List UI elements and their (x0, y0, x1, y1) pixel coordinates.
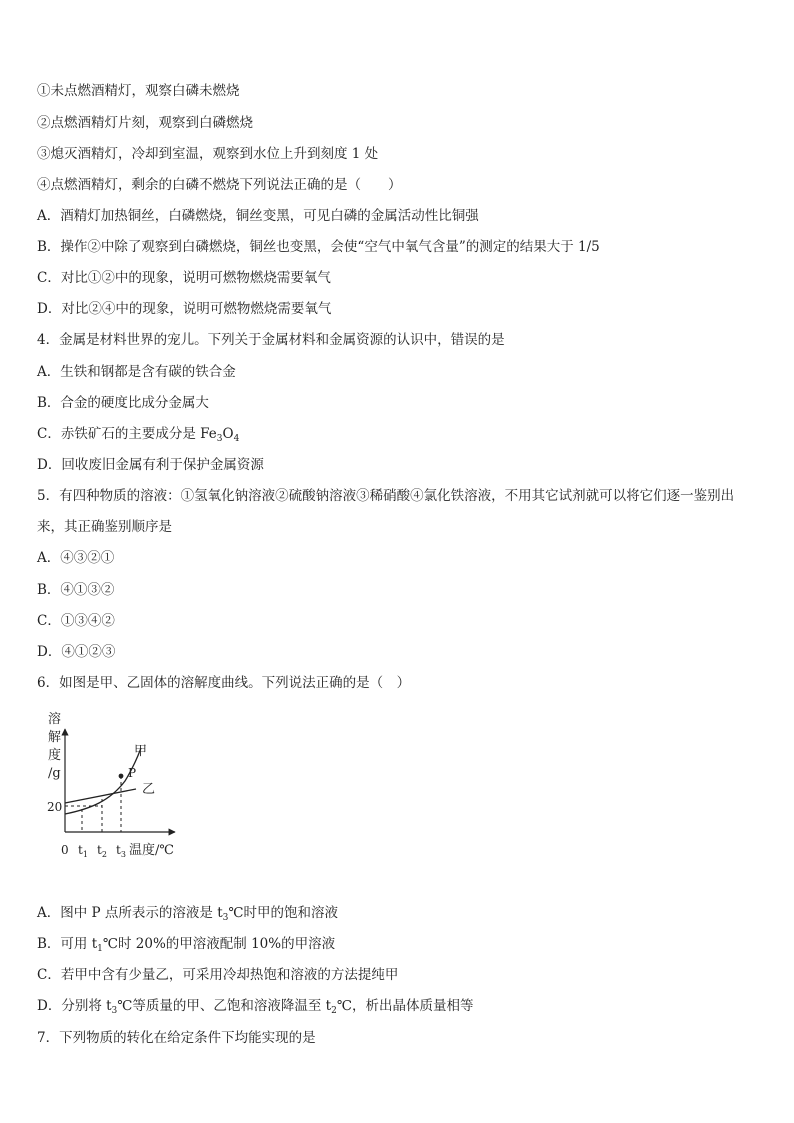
subscript: 2 (331, 1006, 337, 1016)
option-d-q4: D．回收废旧金属有利于保护金属资源 (37, 457, 264, 473)
option-c-q5: C．①③④② (37, 613, 115, 629)
option-b-q6 (37, 935, 335, 958)
option-a-q4: A．生铁和钢都是含有碳的铁合金 (37, 364, 236, 380)
option-b-q6-tail: ℃时 20%的甲溶液配制 10%的甲溶液 (102, 936, 336, 952)
option-b-q5: B．④①③② (37, 582, 115, 598)
option-c-q6: C．若甲中含有少量乙，可采用冷却热饱和溶液的方法提纯甲 (37, 967, 399, 983)
text-line-2: ②点燃酒精灯片刻，观察到白磷燃烧 (37, 115, 253, 131)
text-line-1: ①未点燃酒精灯，观察白磷未燃烧 (37, 83, 240, 99)
point-p-label: P (128, 766, 137, 780)
option-d-q3: D．对比②④中的现象，说明可燃物燃烧需要氧气 (37, 301, 332, 317)
option-a-q6-text: A．图中 P 点所表示的溶液是 t (37, 905, 223, 921)
option-a-q6 (37, 904, 338, 927)
question-7: 7．下列物质的转化在给定条件下均能实现的是 (37, 1030, 316, 1046)
curve-yi-label: 乙 (142, 782, 156, 797)
formula-part: O (222, 426, 234, 442)
curve-jia-label: 甲 (134, 744, 148, 759)
option-d-q6-tail: ℃，析出晶体质量相等 (336, 998, 474, 1014)
option-b-q3: B．操作②中除了观察到白磷燃烧，铜丝也变黑，会使“空气中氧气含量”的测定的结果大于 1/5 (37, 239, 600, 255)
y-axis-label-1: 溶 (48, 712, 62, 727)
tick-base: t (97, 843, 102, 857)
question-4: 4．金属是材料世界的宠儿。下列关于金属材料和金属资源的认识中，错误的是 (37, 332, 505, 348)
curve-jia (65, 748, 141, 814)
option-a-q3: A．酒精灯加热铜丝，白磷燃烧，铜丝变黑，可见白磷的金属活动性比铜强 (37, 208, 479, 224)
option-a-q5: A．④③②① (37, 550, 115, 566)
option-c-q4-text: C．赤铁矿石的主要成分是 Fe (37, 426, 217, 442)
x-tick-t2 (97, 843, 107, 859)
question-5-cont: 来，其正确鉴别顺序是 (37, 519, 172, 535)
y-axis-label-2: 解 (48, 730, 62, 745)
tick-sub: 2 (101, 850, 107, 859)
option-b-q4: B．合金的硬度比成分金属大 (37, 395, 209, 411)
option-b-q6-text: B．可用 t (37, 936, 98, 952)
y-axis-label-3: 度 (48, 748, 62, 763)
option-d-q6 (37, 997, 473, 1020)
tick-sub: 3 (120, 850, 126, 859)
question-5: 5．有四种物质的溶液：①氢氧化钠溶液②硫酸钠溶液③稀硝酸④氯化铁溶液，不用其它试剂就可以将它们逐一鉴别出 (37, 488, 735, 504)
y-axis-label-4: /g (48, 766, 61, 781)
question-6: 6．如图是甲、乙固体的溶解度曲线。下列说法正确的是（ ） (37, 675, 411, 691)
subscript: 3 (111, 1006, 118, 1016)
option-a-q6-tail: ℃时甲的饱和溶液 (228, 905, 338, 921)
subscript: 3 (222, 913, 229, 923)
subscript: 4 (233, 434, 240, 444)
tick-sub: 1 (82, 850, 88, 859)
origin-label: 0 (61, 843, 69, 857)
option-c-q4 (37, 425, 239, 448)
x-tick-t3 (116, 843, 126, 859)
text-line-3: ③熄灭酒精灯，冷却到室温，观察到水位上升到刻度 1 处 (37, 146, 379, 162)
point-p (119, 774, 124, 779)
y-tick-label: 20 (47, 800, 63, 814)
solubility-curve-figure (30, 705, 230, 865)
option-d-q6-text: D．分别将 t (37, 998, 112, 1014)
x-axis-label: 温度/℃ (129, 843, 174, 858)
curve-yi (65, 789, 136, 803)
text-line-4: ④点燃酒精灯，剩余的白磷不燃烧下列说法正确的是（ ） (37, 177, 402, 193)
option-c-q3: C．对比①②中的现象，说明可燃物燃烧需要氧气 (37, 270, 331, 286)
subscript: 1 (97, 944, 103, 954)
x-tick-t1 (78, 843, 88, 859)
subscript: 3 (216, 434, 223, 444)
tick-base: t (116, 843, 121, 857)
option-d-q6-mid: ℃等质量的甲、乙饱和溶液降温至 t (117, 998, 332, 1014)
tick-base: t (78, 843, 83, 857)
option-d-q5: D．④①②③ (37, 644, 116, 660)
